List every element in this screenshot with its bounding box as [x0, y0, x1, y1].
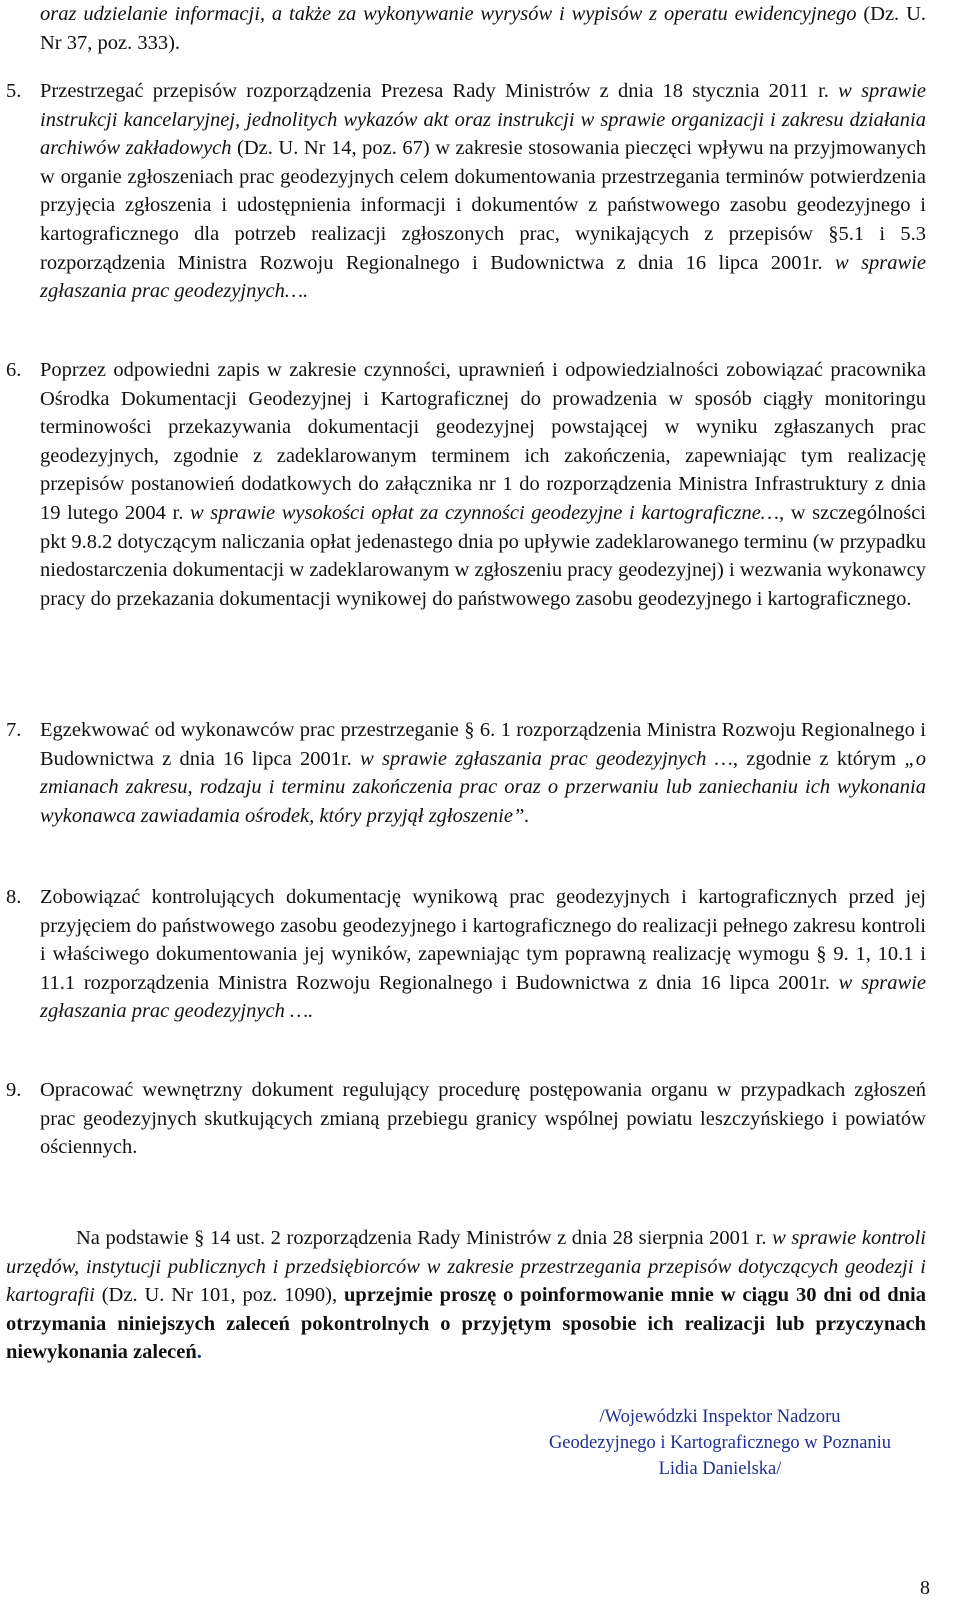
item-7-text — [40, 716, 926, 830]
italic-title: w sprawie instrukcji kancelaryjnej, jednolitych wykazów akt oraz instrukcji w sprawie organizacji i zakresu działania archiwów zakładowych — [40, 80, 926, 160]
signature-line-3: Lidia Danielska/ — [658, 1459, 782, 1479]
item-5-text — [40, 77, 926, 306]
text-run: (Dz. U. Nr 14, poz. 67) w zakresie stosowania pieczęci wpływu na przyjmowanych w organie zgłoszeniach prac geodezyjnych celem dokumentowania przestrzegania terminów potwierdzenia przyjęcia zgłoszenia i udostępnienia informacji i dokumentów z państwowego zasobu geodezyjnego i kartograficznego dla potrzeb realizacji zgłoszonych prac, wynikających z przepisów §5.1 i 5.3 rozporządzenia Ministra Rozwoju Regionalnego i Budownictwa z dnia 16 lipca 2001r. — [40, 137, 926, 274]
closing-paragraph — [6, 1224, 926, 1367]
item-number-5: 5. — [6, 80, 22, 102]
citation-text: (Dz. U. Nr 101, poz. 1090), — [94, 1284, 344, 1307]
signature-line-1: /Wojewódzki Inspektor Nadzoru — [599, 1407, 841, 1427]
item-6-text — [40, 356, 926, 613]
bold-request: uprzejmie proszę o poinformowanie mnie w ciągu 30 dni od dnia otrzymania niniejszych zaleceń pokontrolnych o przyjętym sposobie ich realizacji lub przyczynach niewykonania zaleceń — [6, 1284, 926, 1364]
citation-text: (Dz. U. Nr 37, poz. 333). — [40, 3, 926, 54]
page-number: 8 — [920, 1577, 930, 1599]
item-8-text — [40, 883, 926, 1026]
signature-block — [520, 1404, 920, 1482]
item-number-9: 9. — [6, 1079, 22, 1101]
signature-line-2: Geodezyjnego i Kartograficznego w Poznaniu — [548, 1433, 892, 1453]
text-run: Opracować wewnętrzny dokument regulujący procedurę postępowania organu w przypadkach zgłoszeń prac geodezyjnych skutkujących zmianą przebiegu granicy wspólnej powiatu leszczyńskiego i powiatów ościennych. — [40, 1079, 926, 1159]
italic-title: w sprawie zgłaszania prac geodezyjnych … — [360, 747, 733, 770]
item-number-8: 8. — [6, 886, 22, 908]
italic-title: w sprawie kontroli urzędów, instytucji publicznych i przedsiębiorców w zakresie przestrzegania przepisów dotyczących geodezji i kartografii — [6, 1227, 926, 1307]
italic-quote: „o zmianach zakresu, rodzaju i terminu zakończenia prac oraz o przerwaniu lub zaniechaniu ich wykonania wykonawca zawiadamia ośrodek, który przyjął zgłoszenie”. — [40, 747, 926, 827]
text-run: Na podstawie § 14 ust. 2 rozporządzenia Rady Ministrów z dnia 28 sierpnia 2001 r. — [76, 1227, 773, 1249]
item-number-7: 7. — [6, 719, 22, 741]
italic-title: w sprawie zgłaszania prac geodezyjnych …. — [40, 971, 926, 1023]
text-run: Poprzez odpowiedni zapis w zakresie czynności, uprawnień i odpowiedzialności zobowiązać pracownika Ośrodka Dokumentacji Geodezyjnej i Kartograficznej do prowadzenia w sposób ciągły monitoringu terminowości przekazywania dokumentacji geodezyjnej powstającej w wyniku zgłaszanych prac geodezyjnych, zgodnie z zadeklarowanym terminem ich zakończenia, zapewniając tym realizację przepisów postanowień dodatkowych do załącznika nr 1 do rozporządzenia Ministra Infrastruktury z dnia 19 lutego 2004 r. — [40, 359, 926, 524]
text-run: , zgodnie z którym — [732, 747, 905, 770]
italic-title: w sprawie wysokości opłat za czynności geodezyjne i kartograficzne… — [189, 501, 780, 524]
text-run: Egzekwować od wykonawców prac przestrzeganie § 6. 1 rozporządzenia Ministra Rozwoju Regionalnego i Budownictwa z dnia 16 lipca 2001r. — [40, 719, 926, 770]
text-run: Zobowiązać kontrolujących dokumentację wynikową prac geodezyjnych i kartograficznych przed jej przyjęciem do państwowego zasobu geodezyjnego i kartograficznego do realizacji pełnego zakresu kontroli i właściwego dokumentowania jej wyników, zapewniając tym poprawną realizację wymogu § 9. 1, 10.1 i 11.1 rozporządzenia Ministra Rozwoju Regionalnego i Budownictwa z dnia 16 lipca 2001r. — [40, 886, 926, 994]
paragraph-continuation — [40, 0, 926, 57]
italic-text: oraz udzielanie informacji, a także za wykonywanie wyrysów i wypisów z operatu ewidencyjnego — [40, 3, 857, 25]
item-9-text — [40, 1076, 926, 1162]
final-period: . — [196, 1341, 202, 1364]
text-run: , w szczególności pkt 9.8.2 dotyczącym naliczania opłat jedenastego dnia po upływie zadeklarowanego terminu (w przypadku niedostarczenia dokumentacji w zadeklarowanym w zgłoszeniu pracy geodezyjnej) i wezwania wykonawcy pracy do przekazania dokumentacji wynikowej do państwowego zasobu geodezyjnego i kartograficznego. — [40, 501, 926, 610]
text-run: Przestrzegać przepisów rozporządzenia Prezesa Rady Ministrów z dnia 18 stycznia 2011 r. — [40, 80, 839, 102]
item-number-6: 6. — [6, 359, 22, 381]
italic-title: w sprawie zgłaszania prac geodezyjnych…. — [40, 251, 926, 303]
